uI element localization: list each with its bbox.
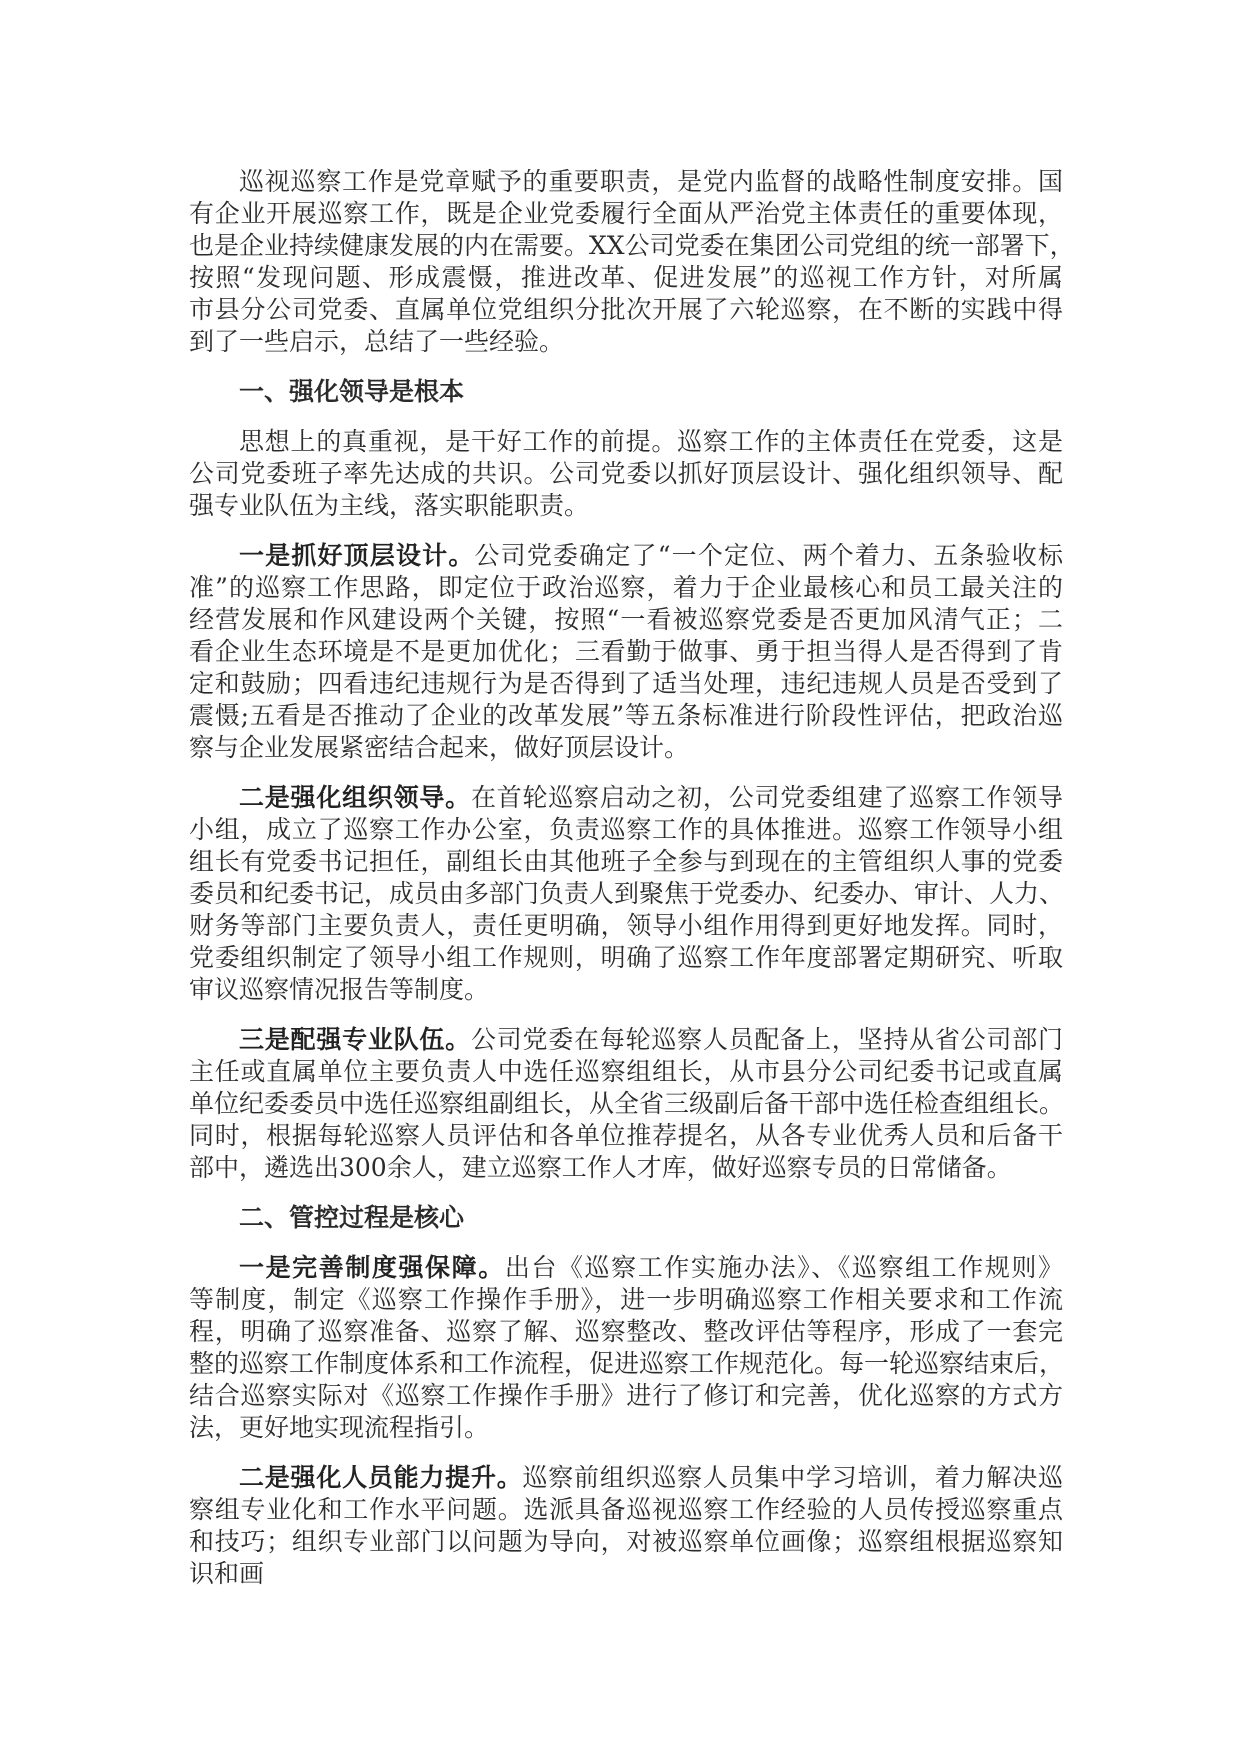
text-line: 有企业开展巡察工作，既是企业党委履行全面从严治党主体责任的重要体现， — [189, 199, 1063, 228]
paragraph — [189, 1024, 1063, 1184]
text-line: 结合巡察实际对《巡察工作操作手册》进行了修订和完善，优化巡察的方式方 — [189, 1381, 1063, 1410]
text-line: 准”的巡察工作思路，即定位于政治巡察，着力于企业最核心和员工最关注的 — [189, 573, 1063, 602]
section-heading — [189, 1202, 1063, 1234]
text-line: 小组，成立了巡察工作办公室，负责巡察工作的具体推进。巡察工作领导小组 — [189, 815, 1063, 844]
text-line: 审议巡察情况报告等制度。 — [189, 975, 490, 1004]
text-line: 和技巧；组织专业部门以问题为导向，对被巡察单位画像；巡察组根据巡察知 — [189, 1527, 1063, 1556]
text-line: 一、强化领导是根本 — [239, 377, 465, 406]
text-line: 主任或直属单位主要负责人中选任巡察组组长，从市县分公司纪委书记或直属 — [189, 1057, 1063, 1086]
text-line: 组长有党委书记担任，副组长由其他班子全参与到现在的主管组织人事的党委 — [189, 847, 1063, 876]
text-line: 同时，根据每轮巡察人员评估和各单位推荐提名，从各专业优秀人员和后备干 — [189, 1121, 1063, 1150]
text-line: 定和鼓励；四看违纪违规行为是否得到了适当处理，违纪违规人员是否受到了 — [189, 669, 1063, 698]
text-line: 到了一些启示，总结了一些经验。 — [189, 327, 565, 356]
paragraph-text: 出台《巡察工作实施办法》、《巡察组工作规则》 — [504, 1253, 1063, 1282]
paragraph-text: 公司党委在每轮巡察人员配备上，坚持从省公司部门 — [470, 1025, 1063, 1054]
text-line: 财务等部门主要负责人，责任更明确，领导小组作用得到更好地发挥。同时， — [189, 911, 1063, 940]
text-line: 看企业生态环境是不是更加优化；三看勤于做事、勇于担当得人是否得到了肯 — [189, 637, 1063, 666]
text-line: 察组专业化和工作水平问题。选派具备巡视巡察工作经验的人员传授巡察重点 — [189, 1495, 1063, 1524]
text-line: 部中，遴选出300余人，建立巡察工作人才库，做好巡察专员的日常储备。 — [189, 1153, 1012, 1182]
text-line: 程，明确了巡察准备、巡察了解、巡察整改、整改评估等程序，形成了一套完 — [189, 1317, 1063, 1346]
paragraph-text: 在首轮巡察启动之初，公司党委组建了巡察工作领导 — [470, 783, 1063, 812]
paragraph-lead: 二是强化组织领导。 — [239, 783, 471, 812]
text-line: 经营发展和作风建设两个关键，按照“一看被巡察党委是否更加风清气正；二 — [189, 605, 1063, 634]
text-line — [189, 782, 1063, 814]
text-line: 也是企业持续健康发展的内在需要。XX公司党委在集团公司党组的统一部署下， — [189, 231, 1075, 260]
paragraph — [189, 1462, 1063, 1590]
paragraph — [189, 540, 1063, 764]
paragraph — [189, 426, 1063, 522]
text-line: 单位纪委委员中选任巡察组副组长，从全省三级副后备干部中选任检查组组长。 — [189, 1089, 1065, 1118]
text-line: 整的巡察工作制度体系和工作流程，促进巡察工作规范化。每一轮巡察结束后， — [189, 1349, 1065, 1378]
paragraph — [189, 782, 1063, 1006]
paragraph-lead: 一是抓好顶层设计。 — [239, 541, 475, 570]
text-line: 巡视巡察工作是党章赋予的重要职责，是党内监督的战略性制度安排。国 — [239, 167, 1063, 196]
paragraph-lead: 二是强化人员能力提升。 — [239, 1463, 523, 1492]
paragraph-text: 公司党委确定了“一个定位、两个着力、五条验收标 — [474, 541, 1063, 570]
text-line: 识和画 — [189, 1559, 265, 1588]
text-line: 察与企业发展紧密结合起来，做好顶层设计。 — [189, 733, 690, 762]
text-line: 法，更好地实现流程指引。 — [189, 1413, 490, 1442]
text-line: 思想上的真重视，是干好工作的前提。巡察工作的主体责任在党委，这是 — [239, 427, 1063, 456]
text-line: 公司党委班子率先达成的共识。公司党委以抓好顶层设计、强化组织领导、配 — [189, 459, 1063, 488]
text-line — [189, 1252, 1063, 1284]
section-heading — [189, 376, 1063, 408]
text-line: 按照“发现问题、形成震慑，推进改革、促进发展”的巡视工作方针，对所属 — [189, 263, 1063, 292]
text-line — [189, 1462, 1063, 1494]
text-line: 委员和纪委书记，成员由多部门负责人到聚焦于党委办、纪委办、审计、人力、 — [189, 879, 1065, 908]
text-line: 二、管控过程是核心 — [239, 1203, 465, 1232]
text-line: 党委组织制定了领导小组工作规则，明确了巡察工作年度部署定期研究、听取 — [189, 943, 1063, 972]
text-line: 强专业队伍为主线，落实职能职责。 — [189, 491, 590, 520]
document-body — [189, 166, 1075, 1608]
text-line: 震慑;五看是否推动了企业的改革发展”等五条标准进行阶段性评估，把政治巡 — [189, 701, 1063, 730]
text-line — [189, 540, 1063, 572]
paragraph — [189, 166, 1075, 358]
text-line — [189, 1024, 1063, 1056]
text-line: 等制度，制定《巡察工作操作手册》，进一步明确巡察工作相关要求和工作流 — [189, 1285, 1063, 1314]
paragraph — [189, 1252, 1063, 1444]
paragraph-lead: 三是配强专业队伍。 — [239, 1025, 471, 1054]
text-line: 市县分公司党委、直属单位党组织分批次开展了六轮巡察，在不断的实践中得 — [189, 295, 1063, 324]
paragraph-lead: 一是完善制度强保障。 — [239, 1253, 505, 1282]
paragraph-text: 巡察前组织巡察人员集中学习培训，着力解决巡 — [522, 1463, 1063, 1492]
